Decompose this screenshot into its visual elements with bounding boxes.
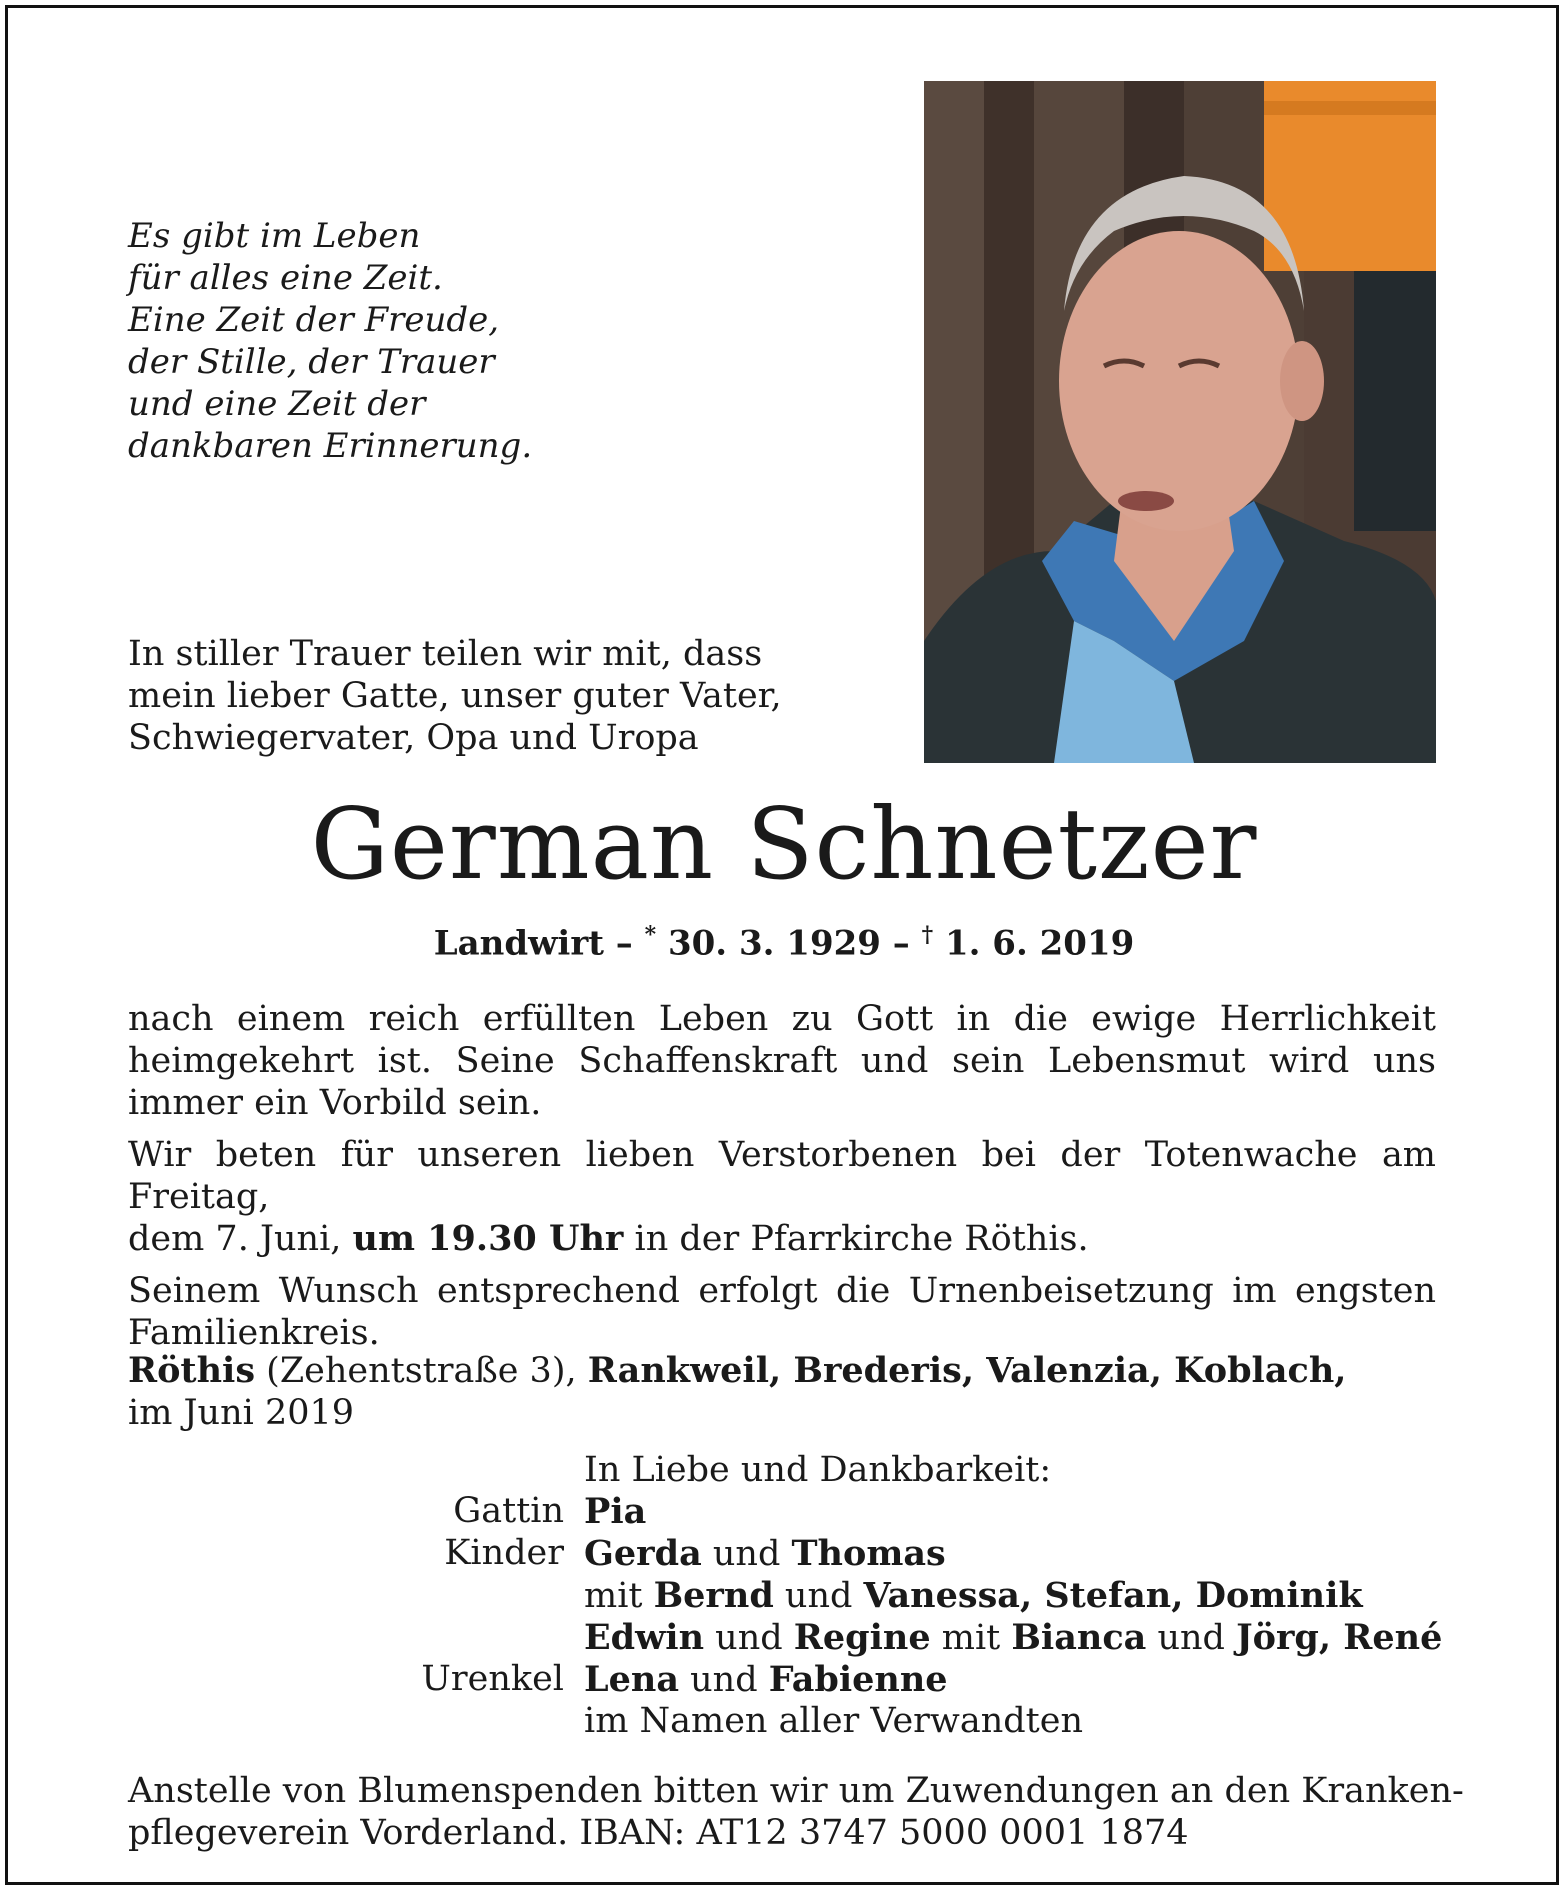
place-date <box>128 1350 1448 1434</box>
conjunction: und <box>773 1576 864 1616</box>
conjunction: und <box>679 1660 769 1700</box>
verse-line: für alles eine Zeit. <box>128 258 443 298</box>
family-list <box>370 1450 1510 1742</box>
address: (Zehentstraße 3), <box>255 1351 588 1391</box>
paragraph-burial: Seinem Wunsch entsprechend erfolgt die Urnenbeisetzung im engsten Familienkreis. <box>128 1271 1436 1353</box>
grandchild-name: Vanessa, Stefan, Dominik <box>863 1575 1363 1616</box>
child-name: Gerda <box>584 1533 702 1574</box>
announcement-body <box>128 998 1436 1364</box>
great-grandchild-name: Fabienne <box>768 1659 948 1700</box>
verse <box>128 215 628 467</box>
grandchild-name: Bianca <box>1011 1617 1147 1658</box>
grandchild-name: Edwin <box>584 1617 705 1658</box>
donation-note <box>128 1770 1464 1854</box>
town: Röthis <box>128 1350 256 1391</box>
grandchild-name: Regine <box>793 1617 931 1658</box>
paragraph-wake <box>128 1134 1436 1260</box>
other-towns: Rankweil, Brederis, Valenzia, Koblach, <box>587 1350 1347 1391</box>
grandchild-name: Jörg, René <box>1236 1617 1443 1658</box>
death-date: 1. 6. 2019 <box>933 923 1135 964</box>
wake-time: um 19.30 Uhr <box>352 1218 624 1259</box>
conjunction: und <box>701 1534 792 1574</box>
intro-text <box>128 633 908 759</box>
birth-date: 30. 3. 1929 <box>656 923 881 964</box>
intro-line: mein lieber Gatte, unser guter Vater, <box>128 676 782 716</box>
verse-line: Es gibt im Leben <box>128 216 421 256</box>
wake-location: in der Pfarrkirche Röthis. <box>623 1219 1089 1259</box>
great-grandchildren-label: Urenkel <box>421 1659 564 1699</box>
deceased-name: German Schnetzer <box>310 788 1258 902</box>
child-name: Thomas <box>791 1533 946 1574</box>
intro-line: Schwiegervater, Opa und Uropa <box>128 718 699 758</box>
family-header: In Liebe und Dankbarkeit: <box>584 1450 1052 1490</box>
family-closing: im Namen aller Verwandten <box>584 1701 1083 1741</box>
great-grandchild-name: Lena <box>584 1659 680 1700</box>
verse-line: der Stille, der Trauer <box>128 342 495 382</box>
date-line: im Juni 2019 <box>128 1393 355 1433</box>
wake-line: Wir beten für unseren lieben Verstorbenen bei der Totenwache am Freitag, <box>128 1135 1436 1217</box>
spouse-label: Gattin <box>453 1491 564 1531</box>
wake-date: dem 7. Juni, <box>128 1219 353 1259</box>
children-label: Kinder <box>444 1533 564 1573</box>
conjunction: mit <box>584 1576 654 1616</box>
life-dates <box>0 913 1568 965</box>
separator: – <box>880 923 922 964</box>
intro-line: In stiller Trauer teilen wir mit, dass <box>128 634 763 674</box>
paragraph-passing: nach einem reich erfüllten Leben zu Gott in die ewige Herrlichkeit heimgekehrt ist. Seine Schaffenskraft und sein Lebensmut wird uns immer ein Vorbild sein. <box>128 999 1436 1123</box>
verse-line: dankbaren Erinnerung. <box>128 426 533 466</box>
death-symbol: † <box>921 922 934 948</box>
conjunction: und <box>704 1618 794 1658</box>
portrait-photo <box>924 81 1436 763</box>
verse-line: und eine Zeit der <box>128 384 426 424</box>
verse-line: Eine Zeit der Freude, <box>128 300 500 340</box>
donation-line: Anstelle von Blumenspenden bitten wir um Zuwendungen an den Kranken- <box>128 1771 1464 1811</box>
grandchild-name: Bernd <box>653 1575 774 1616</box>
conjunction: mit <box>930 1618 1012 1658</box>
conjunction: und <box>1146 1618 1237 1658</box>
spouse-name: Pia <box>584 1491 647 1532</box>
donation-iban-line: pflegeverein Vorderland. IBAN: AT12 3747 5000 0001 1874 <box>128 1813 1189 1853</box>
born-symbol: * <box>644 922 657 948</box>
separator: – <box>603 923 645 964</box>
occupation: Landwirt <box>433 923 604 964</box>
